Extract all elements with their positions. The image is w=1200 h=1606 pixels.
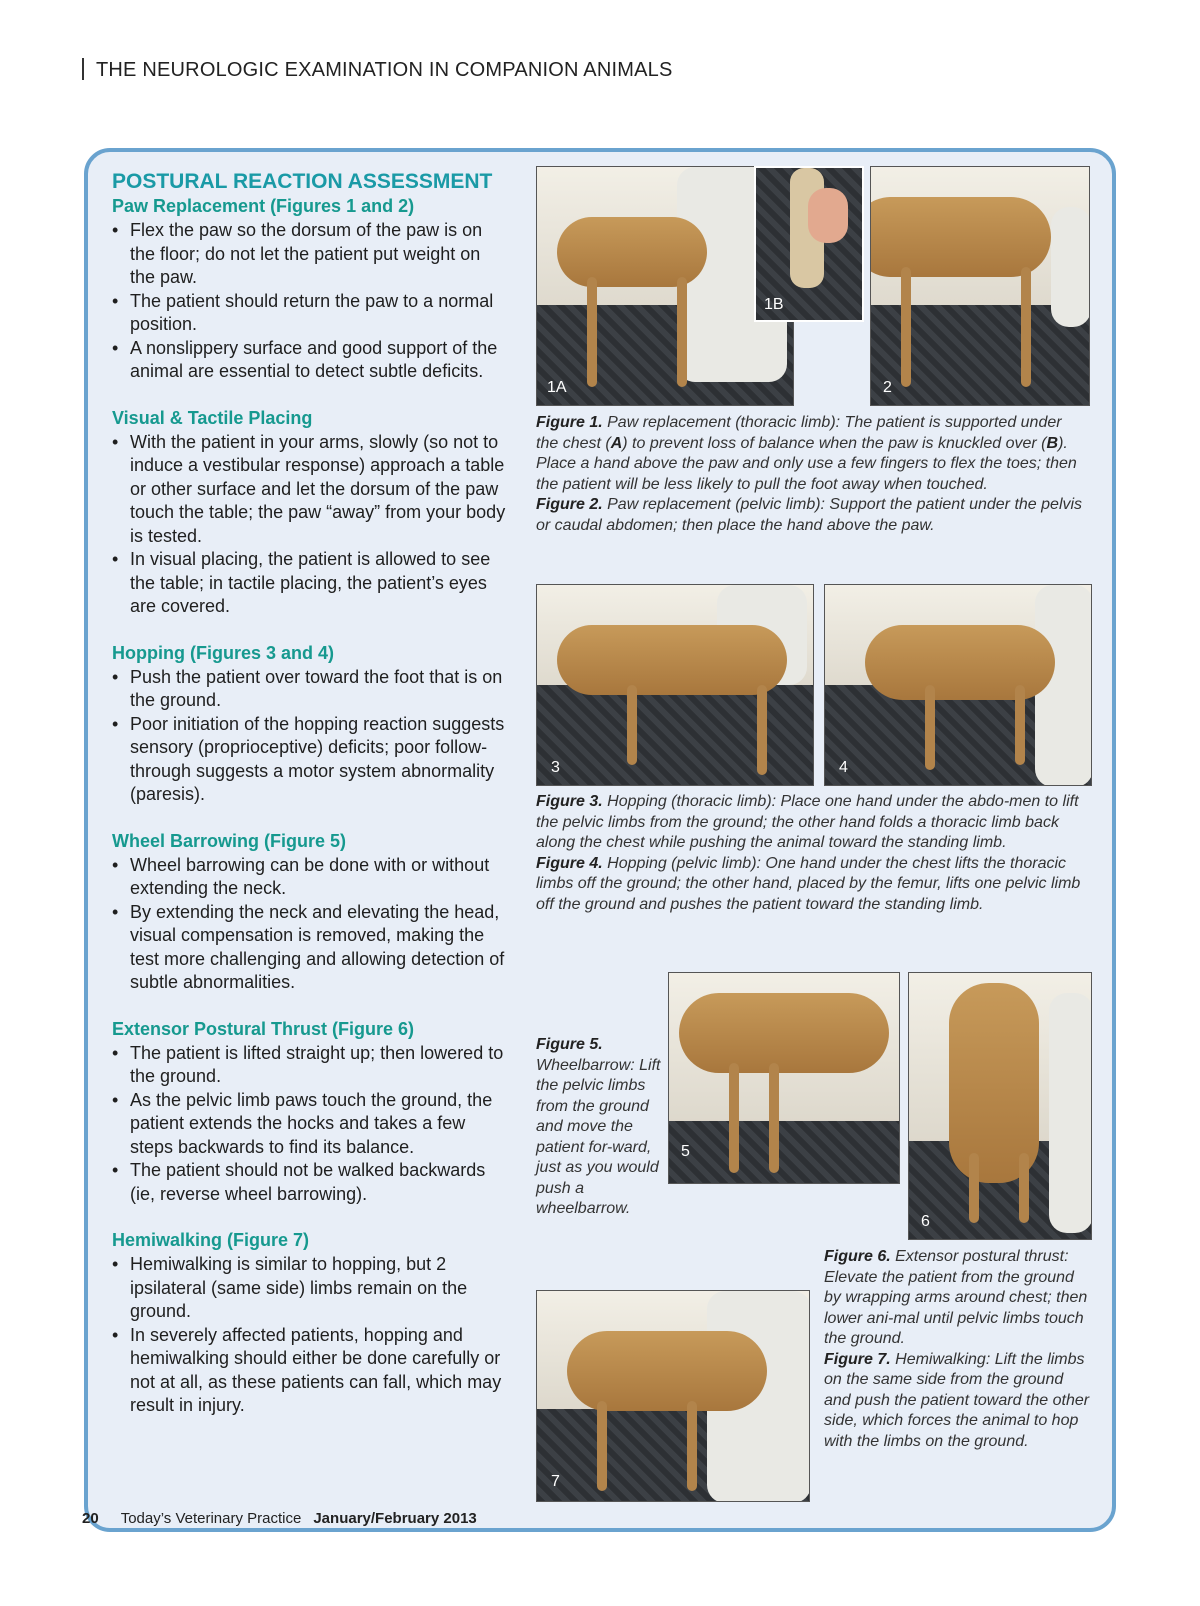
figure-label: 6 xyxy=(921,1213,930,1230)
list-item: • Poor initiation of the hopping reaction suggests sensory (proprioceptive) deficits; poor follow-through suggests a motor system abnormality (paresis). xyxy=(112,713,507,807)
figure-label: 5 xyxy=(681,1143,690,1160)
header-rule xyxy=(82,58,84,80)
caption-text: Hopping (thoracic limb): Place one hand under the abdo-men to lift the pelvic limbs from the ground; the other hand folds a thoracic limb back along the chest while pushing the animal toward the standing limb. xyxy=(536,793,1079,851)
figure-3-4-caption xyxy=(536,792,1088,915)
figure-4-photo xyxy=(824,584,1092,786)
caption-emphasis: A xyxy=(610,434,623,452)
running-header xyxy=(82,58,673,82)
running-title: THE NEUROLOGIC EXAMINATION IN COMPANION ANIMALS xyxy=(96,59,673,81)
page-footer xyxy=(82,1510,477,1527)
list-item: • Hemiwalking is similar to hopping, but 2 ipsilateral (same side) limbs remain on the ground. xyxy=(112,1253,507,1324)
figure-7-photo xyxy=(536,1290,810,1502)
section-visual-tactile-placing xyxy=(112,408,507,619)
section-title: Paw Replacement (Figures 1 and 2) xyxy=(112,196,415,216)
figure-2-photo xyxy=(870,166,1090,406)
figure-label: Figure 6. xyxy=(824,1248,891,1265)
page-number: 20 xyxy=(82,1510,99,1527)
figure-label: Figure 4. xyxy=(536,854,603,872)
figure-label: Figure 1. xyxy=(536,414,603,431)
caption-text: ). Place a hand above the paw and only use a few fingers to flex the toes; then the patient will be less likely to pull the foot away when touched. xyxy=(536,434,1077,493)
main-title: POSTURAL REACTION ASSESSMENT xyxy=(112,170,493,193)
figure-label: 4 xyxy=(839,759,848,776)
list-item: • With the patient in your arms, slowly (so not to induce a vestibular response) approach a table or other surface and let the dorsum of the paw touch the table; the paw “away” from your body is tested. xyxy=(112,431,507,549)
section-title: Visual & Tactile Placing xyxy=(112,407,313,428)
figure-6-photo xyxy=(908,972,1092,1240)
figure-1-2-caption xyxy=(536,413,1088,536)
caption-text: Paw replacement (thoracic limb): The patient is supported under the chest ( xyxy=(536,414,1062,452)
figure-label: 1B xyxy=(764,296,784,313)
caption-text: Extensor postural thrust: Elevate the patient from the ground by wrapping arms around chest; then lower ani-mal until pelvic limbs touch the ground. xyxy=(824,1248,1088,1347)
list-item: • Flex the paw so the dorsum of the paw is on the floor; do not let the patient put weight on the paw. xyxy=(112,219,507,290)
figure-label: 2 xyxy=(883,379,892,396)
caption-text: Wheelbarrow: Lift the pelvic limbs from the ground and move the patient for-ward, just as you would push a wheelbarrow. xyxy=(536,1056,661,1217)
caption-text: ) to prevent loss of balance when the paw is knuckled over ( xyxy=(622,434,1047,452)
section-hemiwalking xyxy=(112,1230,507,1418)
section-title: Wheel Barrowing (Figure 5) xyxy=(112,830,347,851)
issue-date: January/February 2013 xyxy=(313,1510,477,1527)
figure-label: Figure 2. xyxy=(536,496,603,513)
list-item: • Push the patient over toward the foot that is on the ground. xyxy=(112,666,507,713)
figure-3-photo xyxy=(536,584,814,786)
list-item: • In severely affected patients, hopping and hemiwalking should either be done carefully or not at all, as these patients can fall, which may result in injury. xyxy=(112,1324,507,1418)
list-item: • In visual placing, the patient is allowed to see the table; in tactile placing, the patient’s eyes are covered. xyxy=(112,548,507,619)
figure-5-photo xyxy=(668,972,900,1184)
section-title: Hopping (Figures 3 and 4) xyxy=(112,642,335,663)
publication-name: Today’s Veterinary Practice xyxy=(120,1510,302,1527)
section-hopping xyxy=(112,643,507,807)
figure-label: Figure 7. xyxy=(824,1350,891,1368)
figure-label: 7 xyxy=(551,1473,560,1490)
section-wheel-barrowing xyxy=(112,831,507,995)
list-item: • The patient should not be walked backwards (ie, reverse wheel barrowing). xyxy=(112,1159,507,1206)
list-item: • The patient is lifted straight up; then lowered to the ground. xyxy=(112,1042,507,1089)
list-item: • The patient should return the paw to a normal position. xyxy=(112,290,507,337)
list-item: • As the pelvic limb paws touch the ground, the patient extends the hocks and takes a few steps backwards to find its balance. xyxy=(112,1089,507,1160)
caption-emphasis: B xyxy=(1046,434,1059,452)
caption-text: Hemiwalking: Lift the limbs on the same side from the ground and push the patient toward the other side, which forces the animal to hop with the limbs on the ground. xyxy=(824,1350,1090,1450)
figure-5-caption xyxy=(536,1035,661,1220)
figure-label: 3 xyxy=(551,759,560,776)
figure-label: Figure 5. xyxy=(536,1036,603,1053)
figure-1b-inset-photo xyxy=(754,166,864,322)
caption-text: Paw replacement (pelvic limb): Support the patient under the pelvis or caudal abdomen; then place the hand above the paw. xyxy=(536,496,1083,534)
list-item: • By extending the neck and elevating the head, visual compensation is removed, making the test more challenging and allowing detection of subtle abnormalities. xyxy=(112,901,507,995)
assessment-text-column xyxy=(112,170,507,1442)
figure-label: Figure 3. xyxy=(536,793,603,810)
section-extensor-postural-thrust xyxy=(112,1019,507,1207)
section-title: Extensor Postural Thrust (Figure 6) xyxy=(112,1018,415,1039)
figure-label: 1A xyxy=(547,379,567,396)
caption-text: Hopping (pelvic limb): One hand under the chest lifts the thoracic limbs off the ground; the other hand, placed by the femur, lifts one pelvic limb off the ground and pushes the patient toward the standing limb. xyxy=(536,854,1081,913)
list-item: • A nonslippery surface and good support of the animal are essential to detect subtle deficits. xyxy=(112,337,507,384)
figure-6-7-caption xyxy=(824,1247,1094,1452)
section-paw-replacement xyxy=(112,196,507,384)
section-title: Hemiwalking (Figure 7) xyxy=(112,1230,310,1250)
list-item: • Wheel barrowing can be done with or without extending the neck. xyxy=(112,854,507,901)
